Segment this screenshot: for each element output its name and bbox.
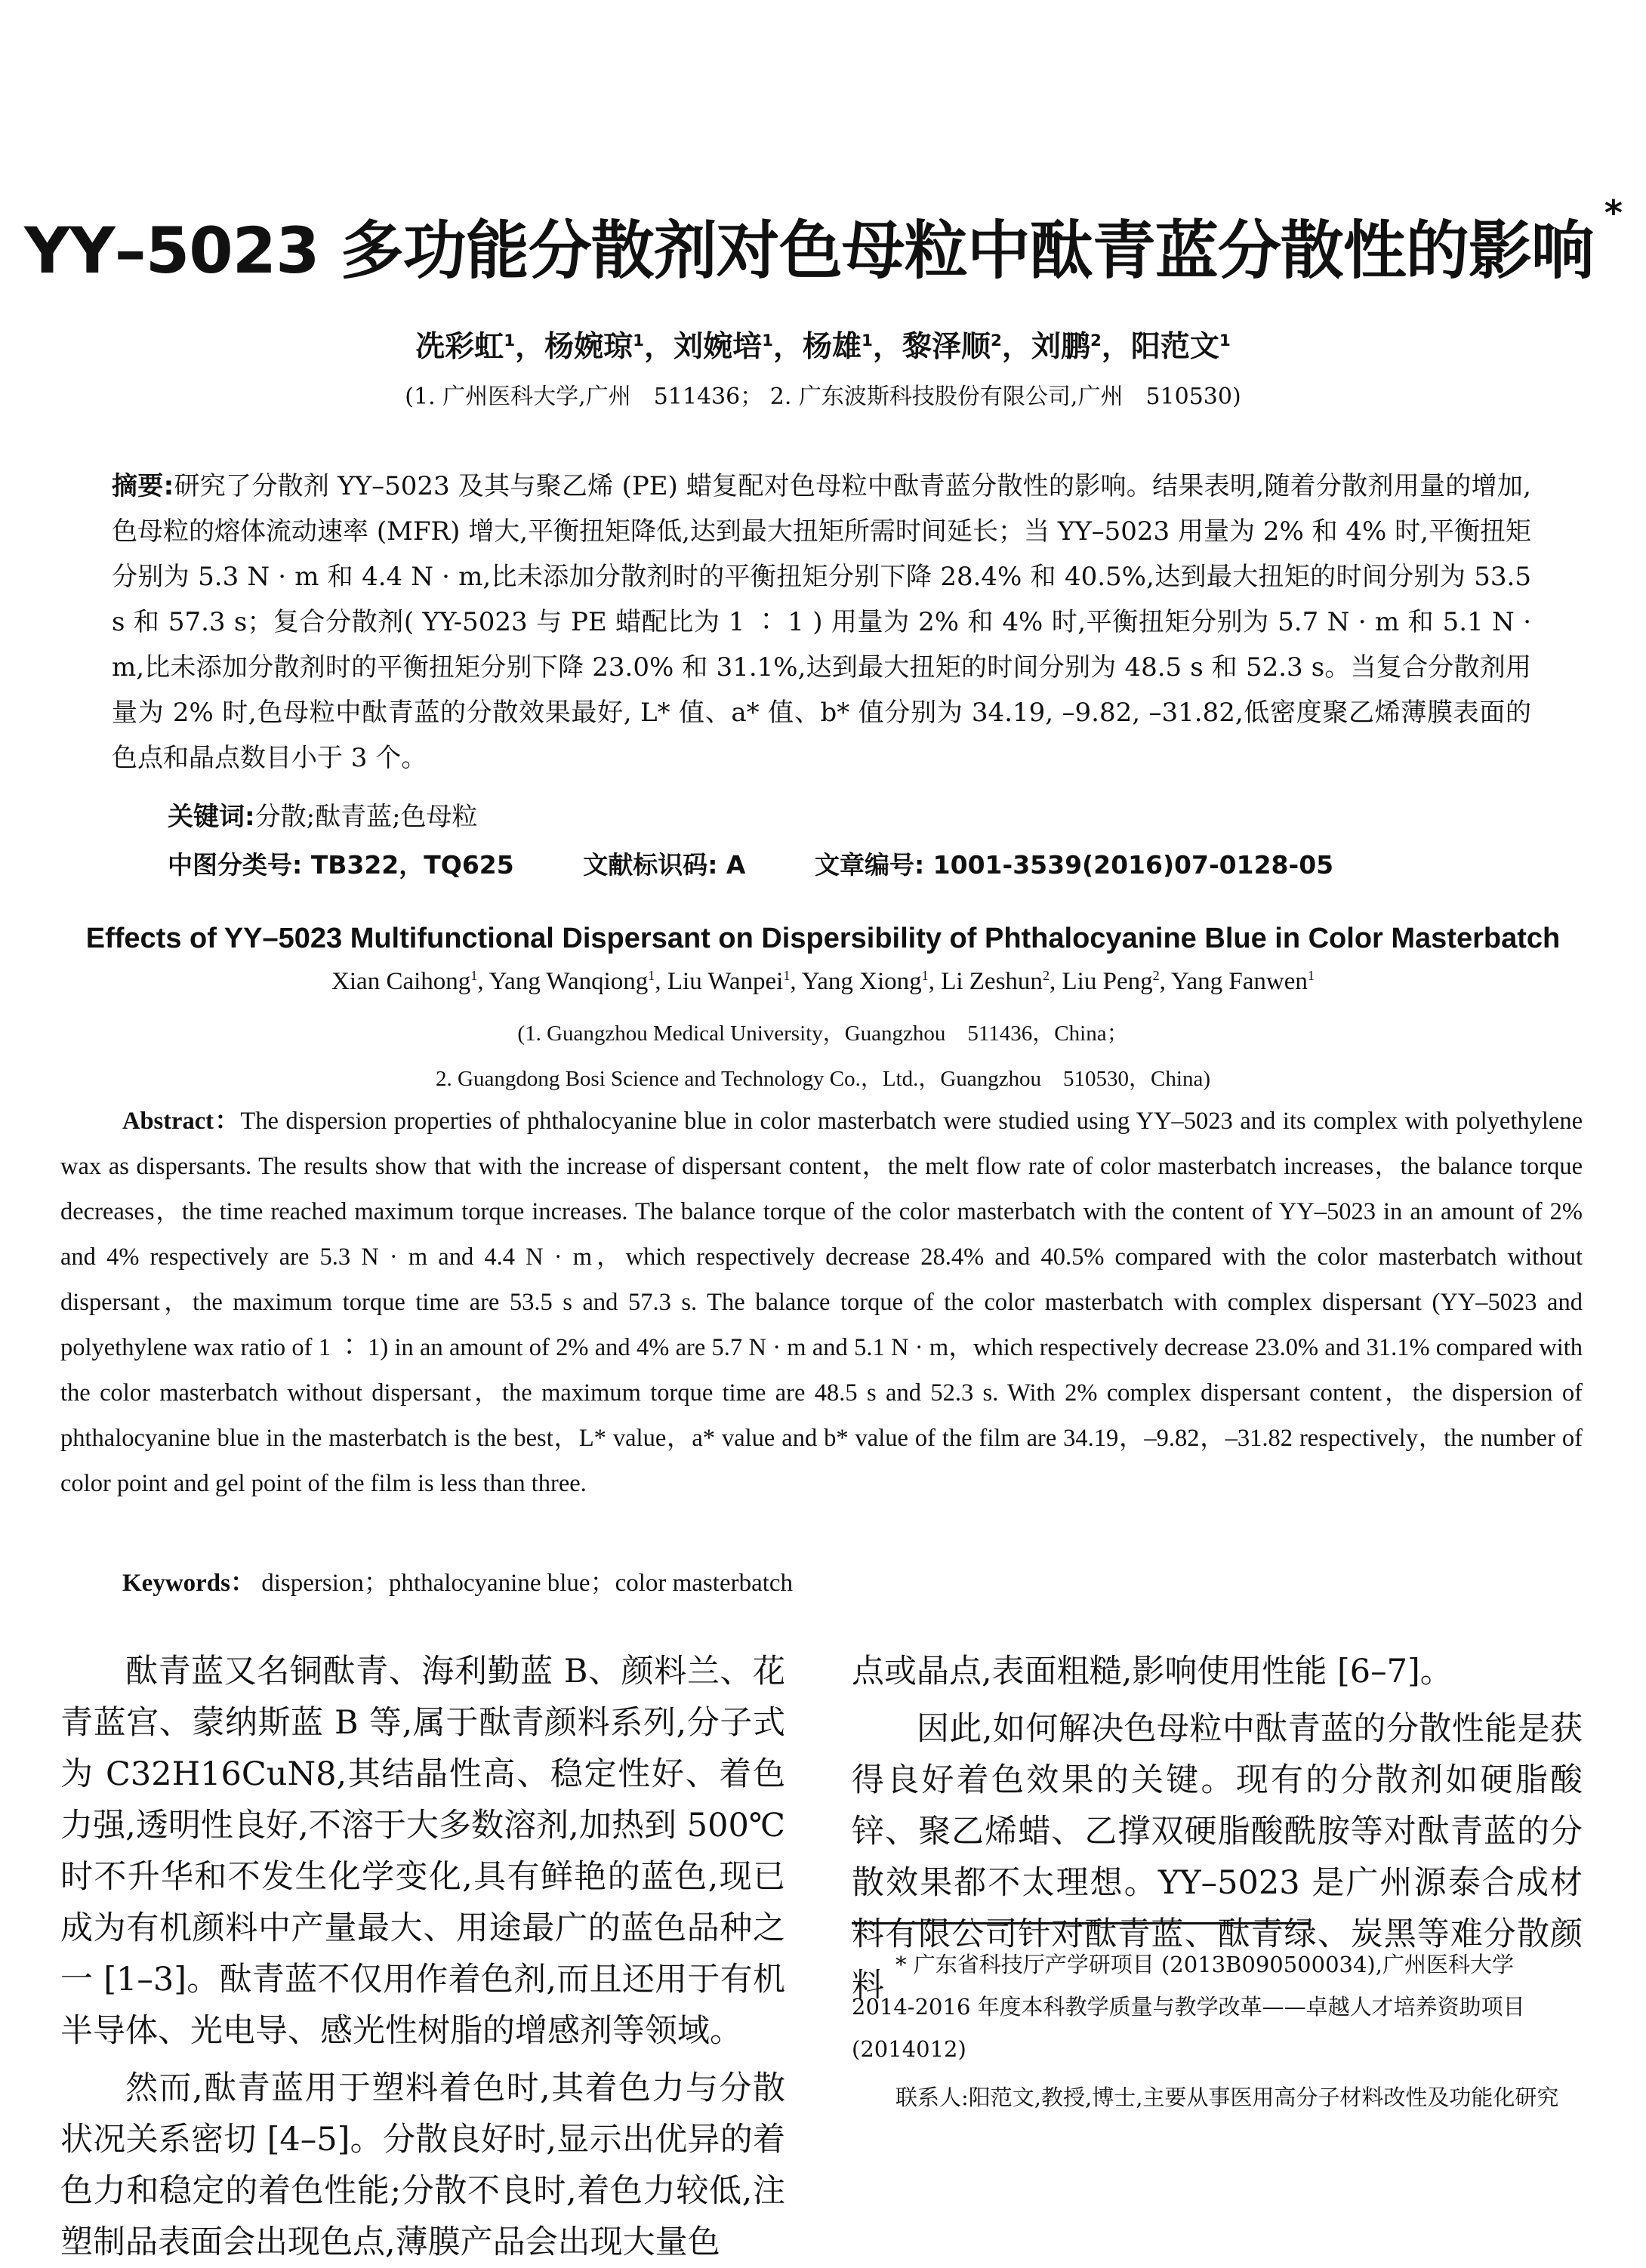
author-name: Liu Wanpei <box>667 968 784 995</box>
abstract-en-label: Abstract： <box>122 1108 241 1135</box>
keywords-cn <box>168 796 478 833</box>
keywords-cn-label: 关键词: <box>168 802 255 832</box>
article-no-value: 1001-3539(2016)07-0128-05 <box>932 850 1334 880</box>
author-name: Liu Peng <box>1062 968 1153 995</box>
author-name: Yang Wanqiong <box>489 968 649 995</box>
body-paragraph: 因此,如何解决色母粒中酞青蓝的分散性能是获得良好着色效果的关键。现有的分散剂如硬脂酸锌、聚乙烯蜡、乙撑双硬脂酸酰胺等对酞青蓝的分散效果都不太理想。YY–5023 是广州源泰合成材料有限公司针对酞青蓝、酞青绿、炭黑等难分散颜料 <box>852 1710 1583 2005</box>
footnote-contact: 联系人:阳范文,教授,博士,主要从事医用高分子材料改性及功能化研究 <box>895 2085 1559 2110</box>
author-affiliation-mark: 1 <box>1219 331 1231 350</box>
keywords-en-label: Keywords： <box>122 1570 255 1597</box>
body-paragraph: 然而,酞青蓝用于塑料着色时,其着色力与分散状况关系密切 [4–5]。分散良好时,显示出优异的着色力和稳定的着色性能;分散不良时,着色力较低,注塑制品表面会出现色点,薄膜产品会出现大量色 <box>60 2069 785 2261</box>
author-name: 杨雄 <box>803 330 862 364</box>
author-affiliation-mark: 1 <box>862 331 873 350</box>
affiliation-cn: (1. 广州医科大学,广州 511436； 2. 广东波斯科技股份有限公司,广州 510530) <box>405 384 1241 410</box>
author-name: 杨婉琼 <box>544 330 633 364</box>
author-affiliation-mark: 1 <box>1307 968 1315 983</box>
body-paragraph: 酞青蓝又名铜酞青、海利勤蓝 B、颜料兰、花青蓝宫、蒙纳斯蓝 B 等,属于酞青颜料系列,分子式为 C32H16CuN8,其结晶性高、稳定性好、着色力强,透明性良好,不溶于大多数溶剂,加热到 500℃时不升华和不发生化学变化,具有鲜艳的蓝色,现已成为有机颜料中产量最大、用途最广的蓝色品种之一 [1–3]。酞青蓝不仅用作着色剂,而且还用于有机半导体、光电导、感光性树脂的增感剂等领域。 <box>60 1653 785 2050</box>
keywords-en <box>122 1563 793 1598</box>
authors-en: Xian Caihong$^1$, Yang Wanqiong$^1$, Liu Wanpei$^1$, Yang Xiong$^1$, Li Zeshun$^2$, Liu Peng$^2$, Yang Fanwen$^1$ <box>331 968 1315 995</box>
abstract-cn-label: 摘要: <box>112 471 174 501</box>
author-affiliation-mark: 1 <box>783 968 791 983</box>
author-name: 冼彩虹 <box>415 330 504 364</box>
clc-value: TB322，TQ625 <box>310 850 514 880</box>
affiliation-en-2: 2. Guangdong Bosi Science and Technology Co.，Ltd.，Guangzhou 510530，China) <box>436 1067 1210 1091</box>
author-affiliation-mark: 2 <box>1152 968 1160 983</box>
author-affiliation-mark: 1 <box>921 968 929 983</box>
author-name: 黎泽顺 <box>902 330 991 364</box>
body-column-left <box>60 1646 785 2268</box>
author-affiliation-mark: 1 <box>648 968 655 983</box>
keywords-cn-text: 分散;酞青蓝;色母粒 <box>254 802 478 832</box>
affiliation-en-1: (1. Guangzhou Medical University，Guangzhou 511436，China； <box>517 1022 1129 1046</box>
paper-title-en: Effects of YY–5023 Multifunctional Dispersant on Dispersibility of Phthalocyanine Blue in Color Masterbatch <box>85 923 1561 954</box>
authors-cn: 冼彩虹$^1$，杨婉琼$^1$，刘婉培$^1$，杨雄$^1$，黎泽顺$^2$，刘鹏$^2$，阳范文$^1$ <box>415 330 1231 364</box>
author-name: Yang Xiong <box>801 968 922 995</box>
author-name: 刘婉培 <box>674 330 763 364</box>
author-affiliation-mark: 2 <box>1090 331 1102 350</box>
author-name: 刘鹏 <box>1031 330 1090 364</box>
author-name: Li Zeshun <box>941 968 1043 995</box>
author-affiliation-mark: 1 <box>504 331 516 350</box>
author-affiliation-mark: 2 <box>991 331 1002 350</box>
author-affiliation-mark: 2 <box>1042 968 1050 983</box>
author-name: 阳范文 <box>1130 330 1219 364</box>
body-paragraph: 点或晶点,表面粗糙,影响使用性能 [6–7]。 <box>852 1653 1453 1690</box>
author-affiliation-mark: 1 <box>470 968 478 983</box>
abstract-en-text: The dispersion properties of phthalocyanine blue in color masterbatch were studied using YY–5023 and its complex with polyethylene wax as dispersants. The results show that with the increase of dispersant content，the melt flow rate of color masterbatch increases，the balance torque decreases，the time reached maximum torque increases. The balance torque of the color masterbatch with the content of YY–5023 in an amount of 2% and 4% respectively are 5.3 N · m and 4.4 N · m，which respectively decrease 28.4% and 40.5% compared with the color masterbatch without dispersant，the maximum torque time are 53.5 s and 57.3 s. The balance torque of the color masterbatch with complex dispersant (YY–5023 and polyethylene wax ratio of 1 ∶ 1) in an amount of 2% and 4% are 5.7 N · m and 5.1 N · m，which respectively decrease 23.0% and 31.1% compared with the color masterbatch without dispersant，the maximum torque time are 48.5 s and 52.3 s. With 2% complex dispersant content，the dispersion of phthalocyanine blue in the masterbatch is the best，L* value，a* value and b* value of the film are 34.19，–9.82，–31.82 respectively，the number of color point and gel point of the film is less than three. <box>60 1108 1583 1497</box>
clc-label: 中图分类号: <box>168 850 303 880</box>
footnote-divider <box>852 1922 1308 1924</box>
footnote <box>852 1943 1583 2119</box>
classification-line <box>168 846 1333 881</box>
author-affiliation-mark: 1 <box>762 331 774 350</box>
article-no-label: 文章编号: <box>814 850 925 880</box>
author-affiliation-mark: 1 <box>633 331 645 350</box>
paper-title: YY–5023 多功能分散剂对色母粒中酞青蓝分散性的影响* <box>24 193 1622 288</box>
doc-code-value: A <box>726 850 746 880</box>
author-name: Xian Caihong <box>331 968 471 995</box>
abstract-cn <box>112 464 1531 781</box>
author-name: Yang Fanwen <box>1170 968 1308 995</box>
keywords-en-text: dispersion；phthalocyanine blue；color masterbatch <box>261 1570 794 1597</box>
footnote-fund: * 广东省科技厅产学研项目 (2013B090500034),广州医科大学 2014-2016 年度本科教学质量与教学改革——卓越人才培养资助项目 (2014012) <box>852 1952 1525 2062</box>
title-footnote-mark: * <box>1604 193 1622 233</box>
doc-code-label: 文献标识码: <box>583 850 718 880</box>
abstract-cn-text: 研究了分散剂 YY–5023 及其与聚乙烯 (PE) 蜡复配对色母粒中酞青蓝分散性的影响。结果表明,随着分散剂用量的增加,色母粒的熔体流动速率 (MFR) 增大,平衡扭矩降低,达到最大扭矩所需时间延长；当 YY–5023 用量为 2% 和 4% 时,平衡扭矩分别为 5.3 N · m 和 4.4 N · m,比未添加分散剂时的平衡扭矩分别下降 28.4% 和 40.5%,达到最大扭矩的时间分别为 53.5 s 和 57.3 s；复合分散剂( YY-5023 与 PE 蜡配比为 1 ∶ 1 ) 用量为 2% 和 4% 时,平衡扭矩分别为 5.7 N · m 和 5.1 N · m,比未添加分散剂时的平衡扭矩分别下降 23.0% 和 31.1%,达到最大扭矩的时间分别为 48.5 s 和 52.3 s。当复合分散剂用量为 2% 时,色母粒中酞青蓝的分散效果最好, L* 值、a* 值、b* 值分别为 34.19, –9.82, –31.82,低密度聚乙烯薄膜表面的色点和晶点数目小于 3 个。 <box>112 471 1531 773</box>
abstract-en <box>60 1099 1583 1506</box>
